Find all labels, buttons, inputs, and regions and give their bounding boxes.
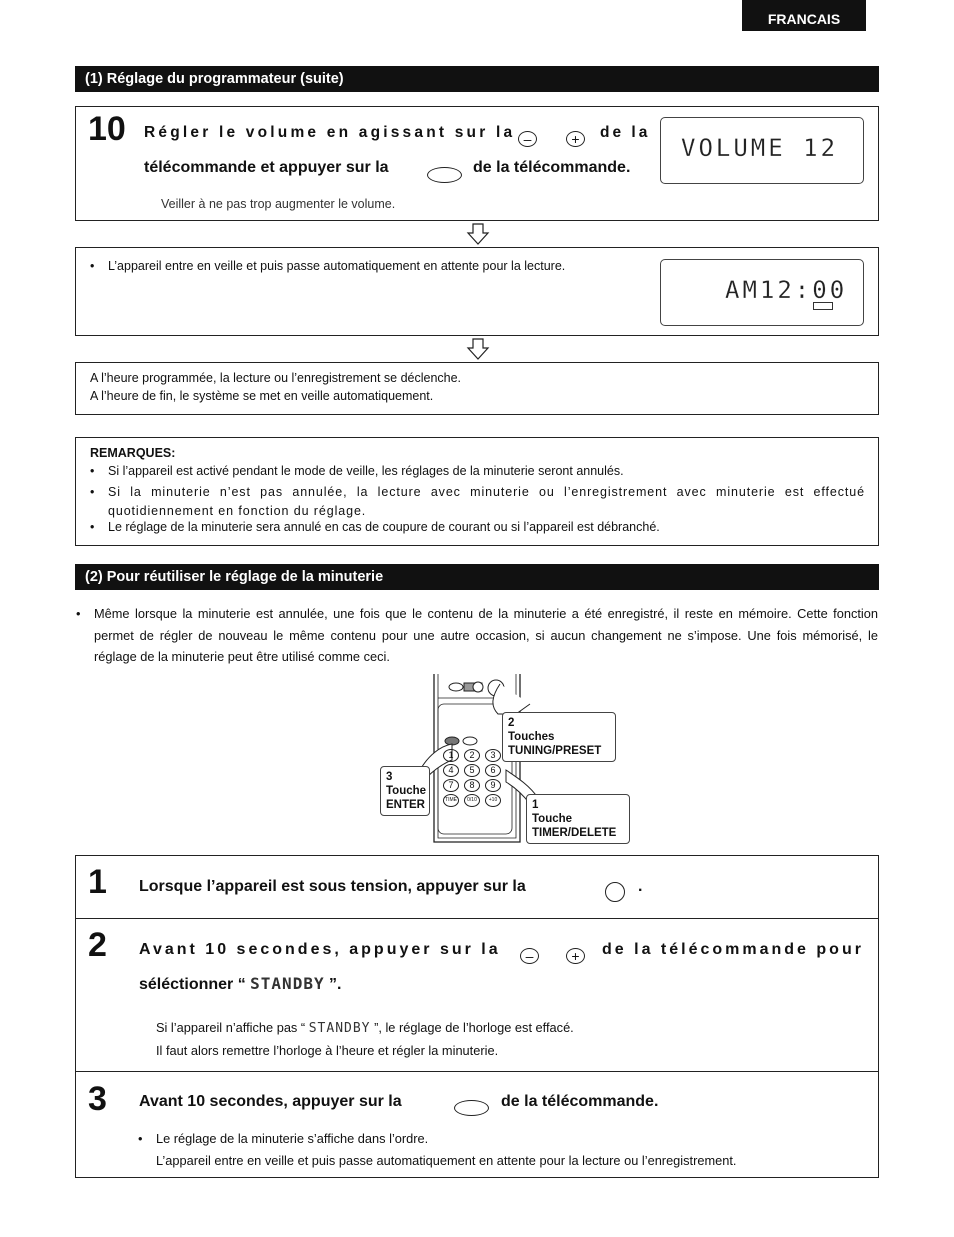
callout-number: 1 <box>532 799 539 811</box>
down-arrow-icon <box>466 338 490 360</box>
timer-button-icon <box>605 882 625 902</box>
list-item: • Le réglage de la minuterie s’affiche dans l’ordre. <box>138 1131 429 1146</box>
note-part: Si l’appareil n’affiche pas “ <box>156 1020 306 1035</box>
callout-label: ENTER <box>386 799 425 811</box>
remark-text: Si la minuterie n’est pas annulée, la lecture avec minuterie ou l’enregistrement avec minuterie est effectué quotidiennement en fonction du réglage. <box>108 485 865 518</box>
callout-number: 3 <box>386 771 393 783</box>
lcd-display <box>660 117 864 184</box>
key-0-10: 0/10 <box>464 794 480 807</box>
callout-tuning-preset <box>502 712 616 762</box>
callout-label: TUNING/PRESET <box>508 745 602 757</box>
lcd-text: VOLUME 12 <box>681 134 839 162</box>
info-line: A l’heure programmée, la lecture ou l’enregistrement se déclenche. <box>90 371 462 385</box>
remark-text: Le réglage de la minuterie sera annulé en cas de coupure de courant ou si l’appareil est débranché. <box>108 520 660 534</box>
key-2: 2 <box>464 749 480 762</box>
step-text: de la télécommande. <box>473 159 631 176</box>
keypad <box>443 749 503 807</box>
steps-box <box>75 855 879 1178</box>
callout-enter <box>380 766 430 816</box>
step-text: Avant 10 secondes, appuyer sur la <box>139 941 501 958</box>
info-line: A l’heure de fin, le système se met en veille automatiquement. <box>90 389 434 403</box>
step-text-part: séléctionner “ <box>139 976 246 993</box>
key-8: 8 <box>464 779 480 792</box>
callout-label: TIMER/DELETE <box>532 827 617 839</box>
step-10-box <box>75 106 879 221</box>
enter-button-icon <box>427 167 462 183</box>
list-item <box>90 259 650 273</box>
key-1: 1 <box>443 749 459 762</box>
step-text-part: ”. <box>329 976 342 993</box>
volume-down-icon: – <box>518 131 537 147</box>
step-text: de la <box>600 124 651 141</box>
callout-label: Touches <box>508 731 555 743</box>
step-number: 10 <box>88 110 126 148</box>
step-text: Régler le volume en agissant sur la <box>144 124 516 141</box>
step-text: Avant 10 secondes, appuyer sur la <box>139 1093 402 1110</box>
section-title-2: (2) Pour réutiliser le réglage de la minuterie <box>75 564 879 590</box>
step-note: Il faut alors remettre l’horloge à l’heure et régler la minuterie. <box>156 1043 499 1058</box>
intro-text: Même lorsque la minuterie est annulée, une fois que le contenu de la minuterie a été enregistré, il reste en mémoire. Cette fonction permet de régler de nouveau le même contenu pour une autre occasion, si aucun changement ne s’impose. Une fois mémorisé, le réglage de la minuterie peut être utilisé comme ceci. <box>94 606 878 664</box>
standby-box <box>75 247 879 336</box>
step-number: 1 <box>88 863 107 901</box>
step-text: . <box>638 878 643 895</box>
lcd-text: AM12:00 <box>725 276 848 304</box>
callout-label: Touche <box>386 785 427 797</box>
step-note: Veiller à ne pas trop augmenter le volume. <box>161 197 396 211</box>
bullet: • <box>90 259 95 273</box>
remarks-box <box>75 437 879 546</box>
intro-paragraph: • Même lorsque la minuterie est annulée, une fois que le contenu de la minuterie a été enregistré, il reste en mémoire. Cette fonction permet de régler de nouveau le même contenu pour une autre occasion, si aucun changement ne s’impose. Une fois mémorisé, le réglage de la minuterie peut être utilisé comme ceci. <box>76 606 878 664</box>
bullet-text: L’appareil entre en veille et puis passe automatiquement en attente pour la lecture. <box>108 259 566 273</box>
enter-button-icon <box>454 1100 489 1116</box>
callout-timer-delete <box>526 794 630 844</box>
list-item: • Le réglage de la minuterie sera annulé en cas de coupure de courant ou si l’appareil est débranché. <box>90 520 660 534</box>
step-text <box>139 974 342 994</box>
remarks-title: REMARQUES: <box>90 446 176 460</box>
step-text: télécommande et appuyer sur la <box>144 159 389 176</box>
step-text: Lorsque l’appareil est sous tension, appuyer sur la <box>139 878 526 895</box>
divider <box>76 918 878 919</box>
remote-illustration <box>380 674 630 846</box>
down-arrow-icon <box>466 223 490 245</box>
info-box <box>75 362 879 415</box>
key-9: 9 <box>485 779 501 792</box>
key-plus10: +10 <box>485 794 501 807</box>
cursor-indicator <box>813 302 833 310</box>
list-item: • Si l’appareil est activé pendant le mode de veille, les réglages de la minuterie seront annulés. <box>90 464 624 478</box>
step-number: 3 <box>88 1080 107 1118</box>
step-note <box>156 1020 574 1036</box>
language-tab: FRANCAIS <box>742 0 866 31</box>
key-7: 7 <box>443 779 459 792</box>
key-5: 5 <box>464 764 480 777</box>
note-text: Le réglage de la minuterie s’affiche dans l’ordre. <box>156 1131 429 1146</box>
section-title-1: (1) Réglage du programmateur (suite) <box>75 66 879 92</box>
callout-number: 2 <box>508 717 515 729</box>
note-part: ”, le réglage de l’horloge est effacé. <box>374 1020 574 1035</box>
volume-up-icon: + <box>566 948 585 964</box>
divider <box>76 1071 878 1072</box>
lcd-display <box>660 259 864 326</box>
step-text: de la télécommande. <box>501 1093 659 1110</box>
key-time: TIME <box>443 794 459 807</box>
remark-text: Si l’appareil est activé pendant le mode de veille, les réglages de la minuterie seront annulés. <box>108 464 624 478</box>
volume-up-icon: + <box>566 131 585 147</box>
callout-label: Touche <box>532 813 573 825</box>
step-note: L’appareil entre en veille et puis passe automatiquement en attente pour la lecture ou l’enregistrement. <box>156 1153 737 1168</box>
lcd-inline-text: STANDBY <box>250 974 325 993</box>
volume-down-icon: – <box>520 948 539 964</box>
key-4: 4 <box>443 764 459 777</box>
step-text: de la télécommande pour <box>602 941 864 958</box>
lcd-inline-text: STANDBY <box>308 1021 371 1036</box>
list-item: • Si la minuterie n’est pas annulée, la lecture avec minuterie ou l’enregistrement avec minuterie est effectué quotidiennement en fonction du réglage. <box>90 485 865 518</box>
key-3: 3 <box>485 749 501 762</box>
step-number: 2 <box>88 926 107 964</box>
key-6: 6 <box>485 764 501 777</box>
